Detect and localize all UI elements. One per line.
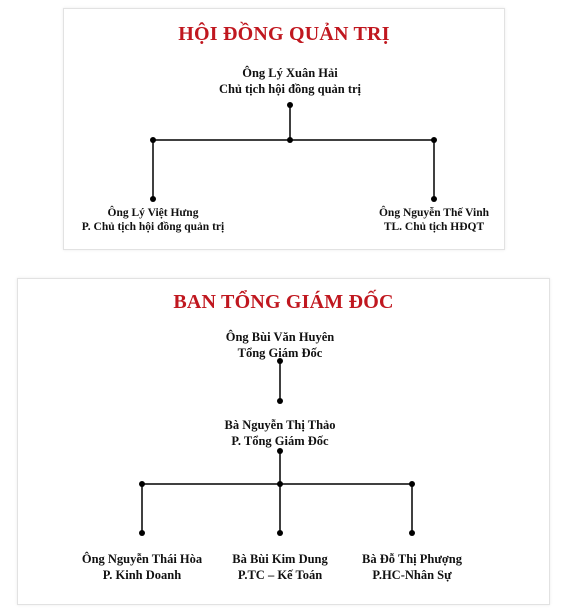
executive-node-dot (409, 481, 415, 487)
board-node-dot (431, 137, 437, 143)
sales-head-name: Ông Nguyễn Thái Hòa (81, 552, 203, 566)
executive-panel (17, 278, 550, 605)
executive-node-dot (277, 530, 283, 536)
vice-chairman-role: P. Chủ tịch hội đồng quản trị (81, 221, 225, 233)
chairman-name: Ông Lý Xuân Hải (242, 66, 338, 80)
board-node-dot (287, 102, 293, 108)
hr-head-role: P.HC-Nhân Sự (372, 568, 452, 582)
ceo-node (226, 329, 335, 361)
sales-head-node (82, 551, 202, 583)
executive-title: BAN TỔNG GIÁM ĐỐC (173, 291, 394, 313)
assistant-chairman-node (379, 206, 489, 234)
hr-head-node (362, 551, 462, 583)
vice-chairman-name: Ông Lý Việt Hưng (107, 207, 199, 219)
hr-head-name: Bà Đỗ Thị Phượng (362, 552, 462, 566)
board-title: HỘI ĐỒNG QUẢN TRỊ (178, 23, 390, 45)
executive-node-dot (277, 481, 283, 487)
ceo-role: Tổng Giám Đốc (237, 346, 323, 360)
deputy-ceo-name: Bà Nguyễn Thị Thảo (224, 418, 336, 432)
board-node-dot (287, 137, 293, 143)
finance-head-name: Bà Bùi Kim Dung (232, 552, 328, 566)
executive-node-dot (139, 530, 145, 536)
ceo-name: Ông Bùi Văn Huyên (225, 330, 335, 344)
executive-node-dot (277, 398, 283, 404)
assistant-chairman-name: Ông Nguyễn Thế Vinh (378, 207, 490, 219)
deputy-ceo-node (224, 417, 335, 449)
sales-head-role: P. Kinh Doanh (102, 568, 182, 582)
assistant-chairman-role: TL. Chủ tịch HĐQT (383, 221, 485, 233)
executive-node-dot (139, 481, 145, 487)
board-node-dot (150, 137, 156, 143)
board-panel (63, 8, 505, 250)
chairman-role: Chủ tịch hội đồng quản trị (218, 82, 362, 96)
executive-node-dot (409, 530, 415, 536)
board-node-dot (431, 196, 437, 202)
board-node-dot (150, 196, 156, 202)
finance-head-role: P.TC – Kế Toán (237, 568, 323, 582)
vice-chairman-node (82, 206, 224, 234)
finance-head-node (232, 551, 328, 583)
chairman-node (219, 65, 361, 97)
deputy-ceo-role: P. Tổng Giám Đốc (231, 434, 329, 448)
